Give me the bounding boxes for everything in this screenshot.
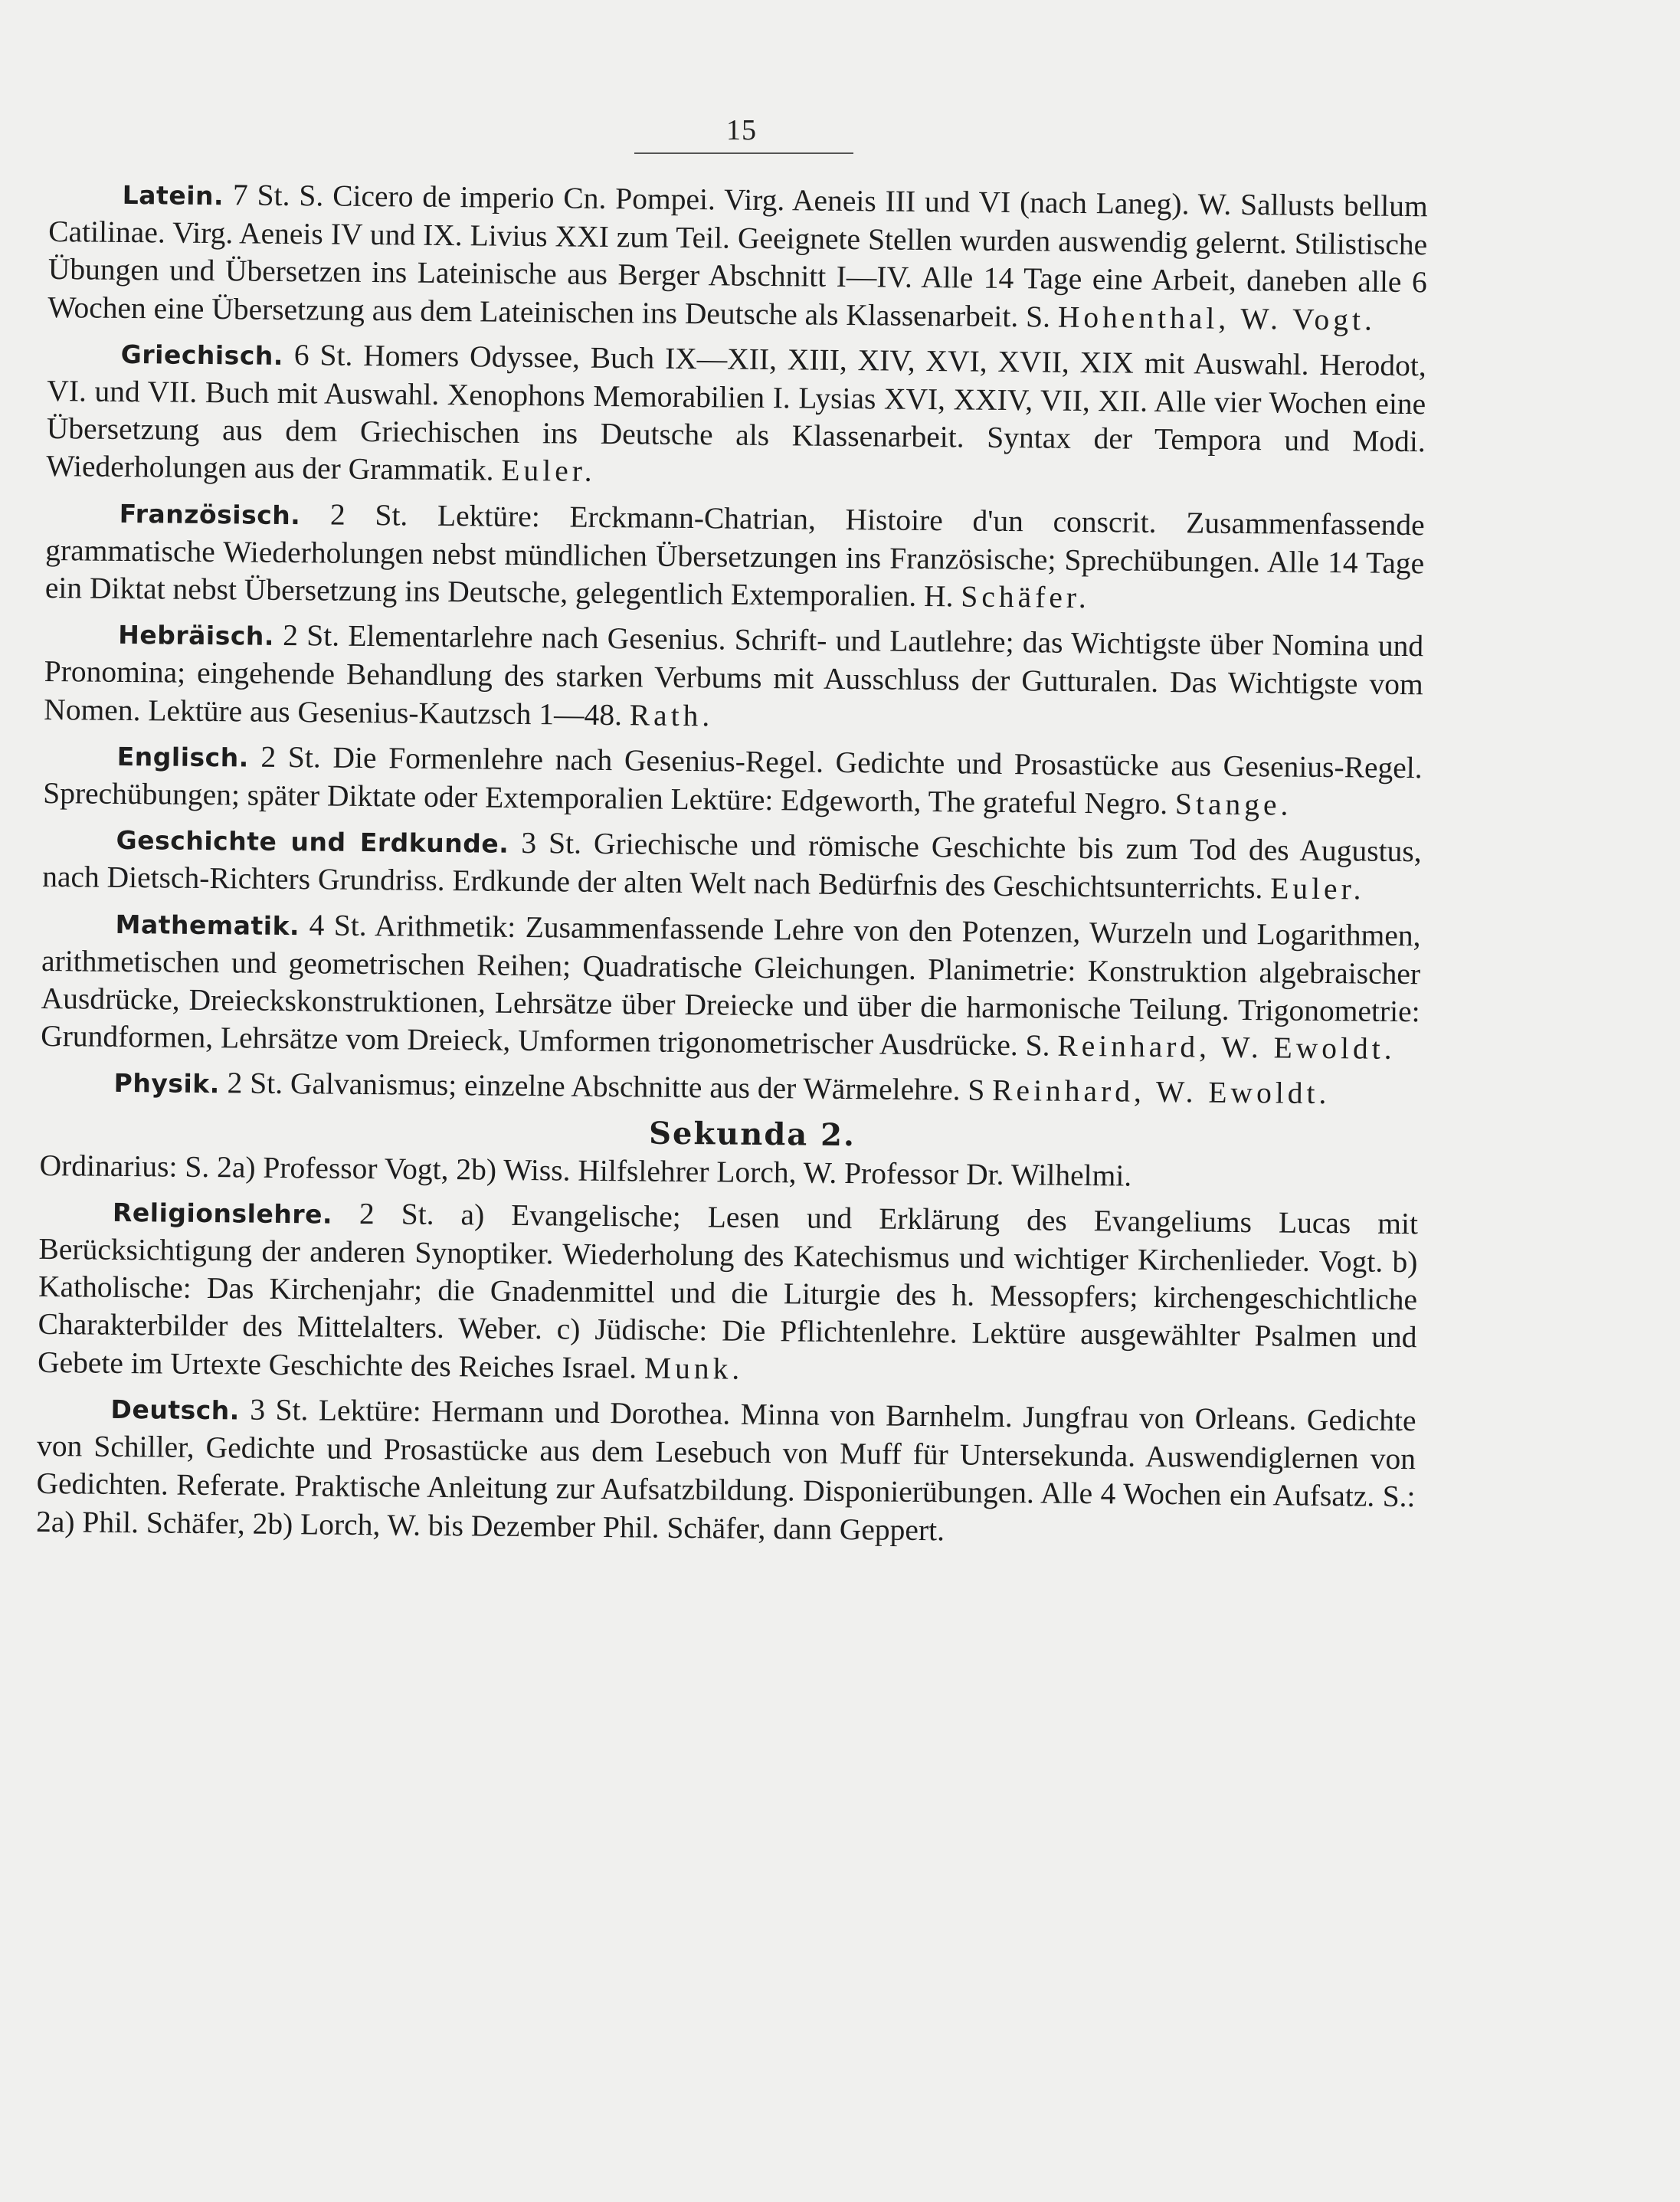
paragraph-hebraeisch xyxy=(44,614,1423,742)
page-number: 15 xyxy=(726,114,757,146)
subject-text-griechisch: 6 St. Homers Odyssee, Buch IX—XII, XIII, XIV, XVI, XVII, XIX mit Auswahl. Herodot, VI. und VII. Buch mit Auswahl. Xenophons Memorabilien I. Lysias XVI, XXIV, VII, XII. Alle vier Wochen eine Übersetzung aus dem Griechischen ins Deutsche als Klassenarbeit. Syntax der Tempora und Modi. Wiederholungen aus der Grammatik. xyxy=(46,337,1426,488)
teacher-names-franzoesisch: Schäfer. xyxy=(961,579,1090,615)
subject-text-hebraeisch: 2 St. Elementarlehre nach Gesenius. Schrift- und Lautlehre; das Wichtigste über Nomina und Pronomina; eingehende Behandlung des starken Verbums mit Ausschluss der Gutturalen. Das Wichtigste vom Nomen. Lektüre aus Gesenius-Kautzsch 1—48. xyxy=(44,618,1424,732)
teacher-names-englisch: Stange. xyxy=(1174,787,1292,822)
subject-title-englisch: Englisch. xyxy=(116,741,249,773)
page-number-rule xyxy=(634,152,853,154)
subject-title-physik: Physik. xyxy=(113,1068,220,1099)
teacher-names-physik: Reinhard, W. Ewoldt. xyxy=(991,1073,1331,1111)
paragraph-physik xyxy=(40,1063,1419,1114)
paragraph-franzoesisch xyxy=(45,493,1425,621)
paragraph-geschichte xyxy=(42,820,1422,909)
subject-text-religion: 2 St. a) Evangelische; Lesen und Erklärung des Evangeliums Lucas mit Berücksichtigung der anderen Synoptiker. Wiederholung des Katechismus und wichtiger Kirchenlieder. Vogt. b) Katholische: Das Kirchenjahr; die Gnadenmittel und die Liturgie des h. Messopfers; kirchengeschichtliche Charakterbilder des Mittelalters. Weber. c) Jüdische: Die Pflichtenlehre. Lektüre ausgewählter Psalmen und Gebete im Urtexte Geschichte des Reiches Israel. xyxy=(37,1196,1419,1385)
paragraph-latein xyxy=(47,175,1428,339)
paragraph-deutsch xyxy=(36,1389,1416,1554)
paragraph-griechisch xyxy=(46,334,1426,499)
subject-title-religion: Religionslehre. xyxy=(112,1197,333,1230)
teacher-names-latein: Hohenthal, W. Vogt. xyxy=(1057,300,1377,337)
page-content xyxy=(36,175,1428,1561)
subject-text-physik: 2 St. Galvanismus; einzelne Abschnitte aus der Wärmelehre. S xyxy=(227,1066,985,1108)
paragraph-mathematik xyxy=(41,904,1421,1069)
teacher-names-mathematik: Reinhard, W. Ewoldt. xyxy=(1057,1028,1396,1067)
subject-title-geschichte: Geschichte und Erdkunde. xyxy=(116,825,509,860)
subject-title-franzoesisch: Französisch. xyxy=(119,498,301,530)
teacher-names-geschichte: Euler. xyxy=(1269,871,1365,906)
subject-title-latein: Latein. xyxy=(122,179,224,211)
ordinarius-line: Ordinarius: S. 2a) Professor Vogt, 2b) Wiss. Hilfslehrer Lorch, W. Professor Dr. Wilhelmi. xyxy=(39,1148,1132,1193)
subject-title-mathematik: Mathematik. xyxy=(115,909,300,941)
subject-title-deutsch: Deutsch. xyxy=(110,1394,240,1426)
paragraph-englisch xyxy=(43,736,1423,826)
teacher-names-hebraeisch: Rath. xyxy=(629,697,714,732)
subject-title-griechisch: Griechisch. xyxy=(120,339,284,371)
subject-text-latein: 7 St. S. Cicero de imperio Cn. Pompei. Virg. Aeneis III und VI (nach Laneg). W. Sallusts bellum Catilinae. Virg. Aeneis IV und IX. Livius XXI zum Teil. Geeignete Stellen wurden auswendig gelernt. Stilistische Übungen und Übersetzen ins Lateinische aus Berger Abschnitt I—IV. Alle 14 Tage eine Arbeit, daneben alle 6 Wochen eine Übersetzung aus dem Lateinischen ins Deutsche als Klassenarbeit. S. xyxy=(47,178,1428,334)
subject-text-deutsch: 3 St. Lektüre: Hermann und Dorothea. Minna von Barnhelm. Jungfrau von Orleans. Gedichte von Schiller, Gedichte und Prosastücke aus dem Lesebuch von Muff für Untersekunda. Auswendiglernen von Gedichten. Referate. Praktische Anleitung zur Aufsatzbildung. Disponierübungen. Alle 4 Wochen ein Aufsatz. S.: 2a) Phil. Schäfer, 2b) Lorch, W. bis Dezember Phil. Schäfer, dann Geppert. xyxy=(35,1392,1416,1547)
paragraph-religion xyxy=(38,1192,1418,1394)
subject-text-englisch: 2 St. Die Formenlehre nach Gesenius-Regel. Gedichte und Prosastücke aus Gesenius-Regel. Sprechübungen; später Diktate oder Extemporalien Lektüre: Edgeworth, The grateful Negro. xyxy=(43,739,1423,821)
subject-title-hebraeisch: Hebräisch. xyxy=(118,620,275,652)
teacher-names-religion: Munk. xyxy=(644,1351,744,1386)
subject-text-geschichte: 3 St. Griechische und römische Geschichte bis zum Tod des Augustus, nach Dietsch-Richters Grundriss. Erdkunde der alten Welt nach Bedürfnis des Geschichtsunterrichts. xyxy=(41,826,1422,906)
subject-text-mathematik: 4 St. Arithmetik: Zusammenfassende Lehre von den Potenzen, Wurzeln und Logarithmen, arithmetischen und geometrischen Reihen; Quadratische Gleichungen. Planimetrie: Konstruktion algebraischer Ausdrücke, Dreieckskonstruktionen, Lehrsätze über Dreiecke und über die harmonische Teilung. Trigonometrie: Grundformen, Lehrsätze vom Dreieck, Umformen trigonometrischer Ausdrücke. S. xyxy=(40,907,1421,1063)
teacher-names-griechisch: Euler. xyxy=(501,454,596,489)
subject-text-franzoesisch: 2 St. Lektüre: Erckmann-Chatrian, Histoire d'un conscrit. Zusammenfassende grammatische Wiederholungen nebst mündlichen Übersetzungen ins Französische; Sprechübungen. Alle 14 Tage ein Diktat nebst Übersetzung ins Deutsche, gelegentlich Extemporalien. H. xyxy=(44,497,1425,614)
section-heading-sekunda: Sekunda 2. xyxy=(648,1115,856,1153)
